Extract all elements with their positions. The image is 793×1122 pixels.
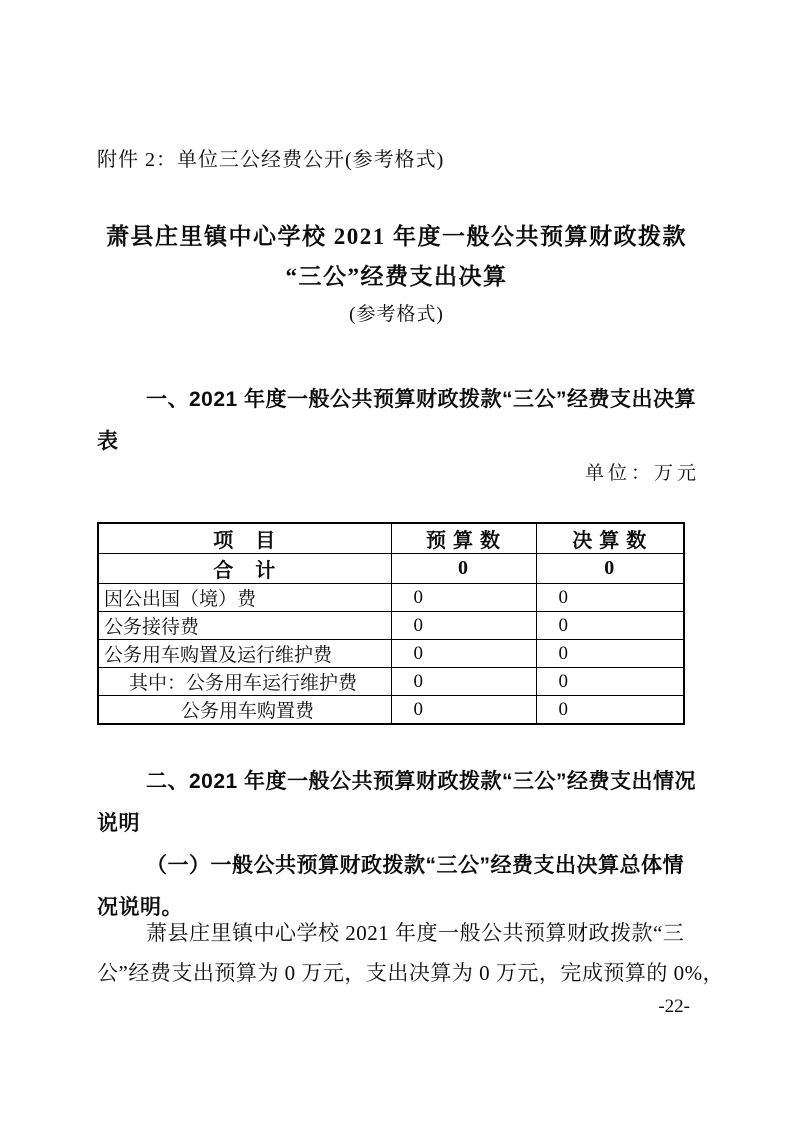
section2-heading-line2: 说明 [97, 812, 140, 835]
budget-cell: 0 [391, 554, 536, 584]
item-cell: 公务接待费 [98, 612, 391, 640]
section1-heading-line2: 表 [97, 430, 119, 453]
section1-heading-line1: 一、2021 年度一般公共预算财政拨款“三公”经费支出决算 [146, 388, 697, 411]
col-header-item: 项 目 [98, 523, 391, 554]
final-cell: 0 [536, 640, 684, 668]
doc-subtitle: (参考格式) [349, 304, 444, 325]
attachment-note: 附件 2：单位三公经费公开(参考格式) [97, 149, 445, 171]
paragraph-line2: 公”经费支出预算为 0 万元，支出决算为 0 万元，完成预算的 0%， [97, 961, 725, 985]
final-cell: 0 [536, 696, 684, 725]
item-cell: 其中：公务用车运行维护费 [98, 668, 391, 696]
doc-title-line2: “三公”经费支出决算 [285, 264, 508, 289]
section2-subheading-line1: （一）一般公共预算财政拨款“三公”经费支出决算总体情 [146, 854, 684, 877]
table-row-abroad [98, 584, 684, 612]
budget-cell: 0 [391, 612, 536, 640]
paragraph-line1: 萧县庄里镇中心学校 2021 年度一般公共预算财政拨款“三 [146, 921, 685, 945]
item-cell: 公务用车购置费 [98, 696, 391, 725]
budget-cell: 0 [391, 640, 536, 668]
section2-heading-line1: 二、2021 年度一般公共预算财政拨款“三公”经费支出情况 [146, 770, 697, 793]
item-cell: 公务用车购置及运行维护费 [98, 640, 391, 668]
col-header-budget: 预 算 数 [391, 523, 536, 554]
table-row-total [98, 554, 684, 584]
final-cell: 0 [536, 612, 684, 640]
budget-cell: 0 [391, 696, 536, 725]
section2-subheading-line2: 况说明。 [97, 896, 183, 919]
budget-cell: 0 [391, 668, 536, 696]
item-cell: 合 计 [98, 554, 391, 584]
doc-title-line1: 萧县庄里镇中心学校 2021 年度一般公共预算财政拨款 [106, 224, 687, 249]
table-header-row [98, 523, 684, 554]
unit-label: 单位：万元 [584, 463, 700, 484]
table-row-reception [98, 612, 684, 640]
final-cell: 0 [536, 554, 684, 584]
page-number: -22- [658, 996, 690, 1017]
table-row-vehicle-purchase [98, 696, 684, 725]
col-header-final: 决 算 数 [536, 523, 684, 554]
table-row-vehicle-operation [98, 668, 684, 696]
item-cell: 因公出国（境）费 [98, 584, 391, 612]
final-cell: 0 [536, 584, 684, 612]
table-row-vehicle-total [98, 640, 684, 668]
three-public-expense-table [97, 522, 685, 725]
budget-cell: 0 [391, 584, 536, 612]
final-cell: 0 [536, 668, 684, 696]
